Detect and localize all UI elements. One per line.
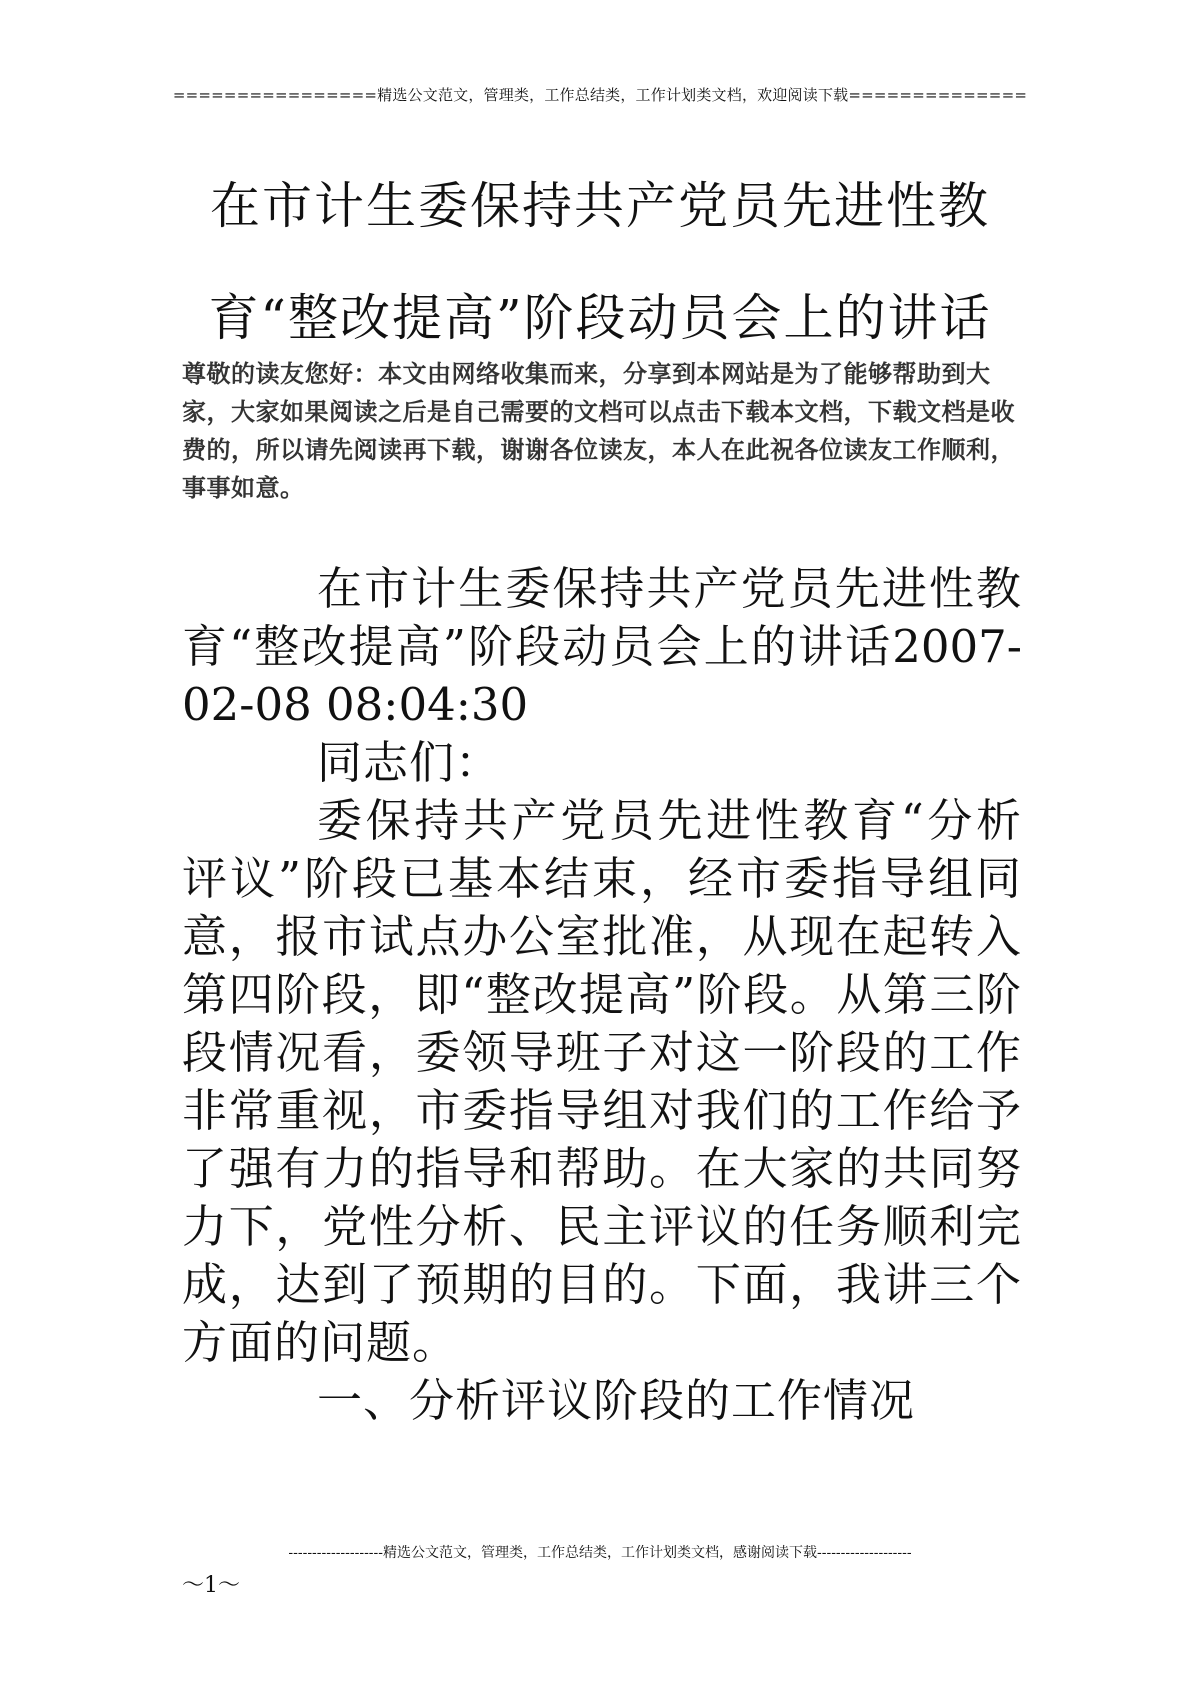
reader-notice: 尊敬的读友您好：本文由网络收集而来，分享到本网站是为了能够帮助到大家，大家如果阅读之后是自己需要的文档可以点击下载本文档，下载文档是收费的，所以请先阅读再下载，谢谢各位读友，本人在此祝各位读友工作顺利，事事如意。 — [182, 360, 1015, 502]
body-heading — [182, 560, 1022, 734]
salutation: 同志们： — [317, 736, 502, 789]
footer-banner: --------------------精选公文范文，管理类，工作总结类，工作计划类文档，感谢阅读下载-------------------- — [288, 1545, 912, 1561]
title-line-2: 育“整改提高”阶段动员会上的讲话 — [208, 289, 992, 347]
publish-timestamp: 2007-02-08 08:04:30 — [182, 620, 1022, 731]
body-heading-text: 在市计生委保持共产党员先进性教育“整改提高”阶段动员会上的讲话 — [182, 562, 1022, 673]
page-number: ～1～ — [182, 1573, 240, 1598]
header-banner: ================精选公文范文，管理类，工作总结类，工作计划类文档，欢迎阅读下载============== — [172, 86, 1028, 104]
document-title — [150, 150, 1050, 374]
document-body — [182, 560, 1022, 1430]
paragraph-1: 委保持共产党员先进性教育“分析评议”阶段已基本结束，经市委指导组同意，报市试点办公室批准，从现在起转入第四阶段，即“整改提高”阶段。从第三阶段情况看，委领导班子对这一阶段的工作非常重视，市委指导组对我们的工作给予了强有力的指导和帮助。在大家的共同努力下，党性分析、民主评议的任务顺利完成，达到了预期的目的。下面，我讲三个方面的问题。 — [182, 794, 1022, 1369]
section-heading-1: 一、分析评议阶段的工作情况 — [317, 1374, 916, 1427]
title-line-1: 在市计生委保持共产党员先进性教 — [210, 177, 990, 235]
